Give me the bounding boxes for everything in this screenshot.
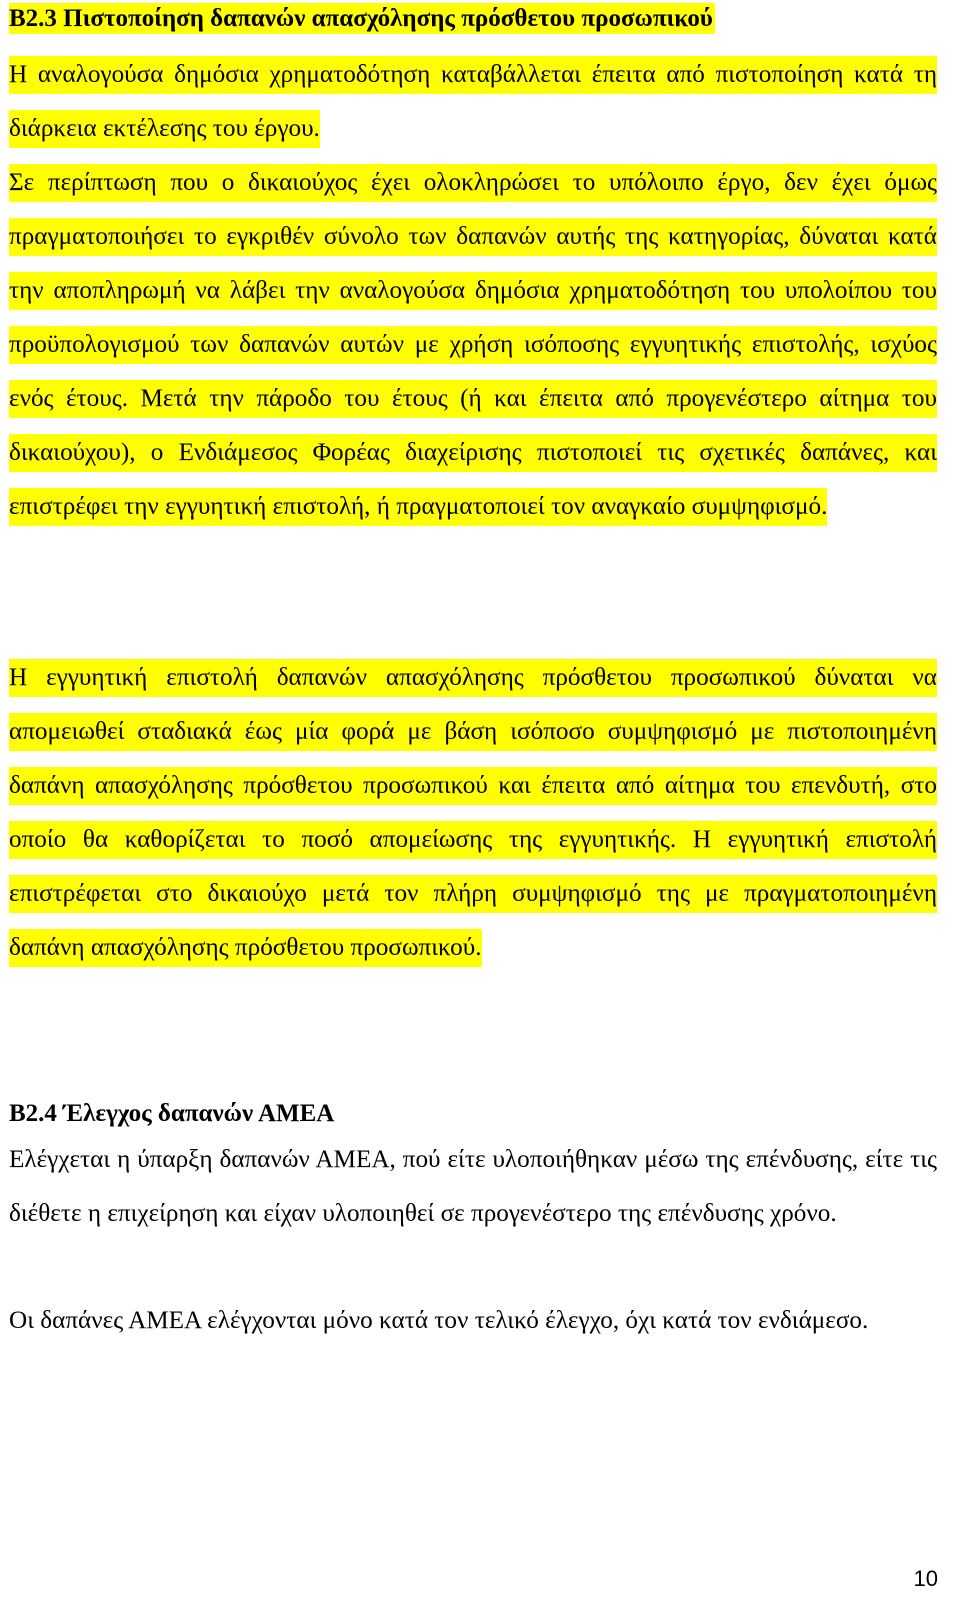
paragraph-amea-final-check: Οι δαπάνες ΑΜΕΑ ελέγχονται μόνο κατά τον τελικό έλεγχο, όχι κατά τον ενδιάμεσο. bbox=[9, 1307, 869, 1334]
paragraph-remaining-budget bbox=[9, 156, 937, 534]
paragraph-amea-check: Ελέγχεται η ύπαρξη δαπανών ΑΜΕΑ, πού είτε υλοποιήθηκαν μέσω της επένδυσης, είτε τις διέθετε η επιχείρηση και είχαν υλοποιηθεί σε προγενέστερο της επένδυσης χρόνο. bbox=[9, 1146, 937, 1227]
paragraph-highlight-continued: Μετά την πάροδο του έτους (ή και έπειτα από προγενέστερο αίτημα του δικαιούχου), ο Ενδιάμεσος Φορέας διαχείρισης πιστοποιεί τις σχετικές δαπάνες, και επιστρέφει την εγγυητική επιστολή, ή πραγματοποιεί τον αναγκαίο συμψηφισμό. bbox=[9, 380, 937, 526]
section-heading-b23 bbox=[9, 1, 937, 37]
section-heading-b24: Β2.4 Έλεγχος δαπανών ΑΜΕΑ bbox=[9, 1100, 335, 1127]
page-number: 10 bbox=[913, 1566, 938, 1591]
paragraph-highlight-continued: Η εγγυητική επιστολή επιστρέφεται στο δικαιούχο μετά τον πλήρη συμψηφισμό της με πραγματοποιημένη δαπάνη απασχόλησης πρόσθετου προσωπικού. bbox=[9, 821, 937, 967]
paragraph-guarantee-letter bbox=[9, 651, 937, 975]
paragraph-highlight: Η εγγυητική επιστολή δαπανών απασχόλησης πρόσθετου προσωπικού δύναται να απομειωθεί σταδιακά έως μία φορά με βάση ισόποσο συμψηφισμό με πιστοποιημένη δαπάνη απασχόλησης πρόσθετου προσωπικού και έπειτα από αίτημα του επενδυτή, στο οποίο θα καθορίζεται το ποσό απομείωσης της εγγυητικής. bbox=[9, 659, 937, 859]
paragraph-highlight: Σε περίπτωση που ο δικαιούχος έχει ολοκληρώσει το υπόλοιπο έργο, δεν έχει όμως πραγματοποιήσει το εγκριθέν σύνολο των δαπανών αυτής της κατηγορίας, δύναται κατά την αποπληρωμή να λάβει την αναλογούσα δημόσια χρηματοδότηση του υπολοίπου του προϋπολογισμού των δαπανών αυτών με χρήση ισόποσης εγγυητικής επιστολής, ισχύος ενός έτους. bbox=[9, 164, 937, 418]
heading-highlight: Β2.3 Πιστοποίηση δαπανών απασχόλησης πρόσθετου προσωπικού bbox=[9, 5, 713, 32]
paragraph-funding-payment bbox=[9, 48, 937, 156]
paragraph-highlight: Η αναλογούσα δημόσια χρηματοδότηση καταβάλλεται έπειτα από πιστοποίηση κατά τη διάρκεια εκτέλεσης του έργου. bbox=[9, 56, 937, 148]
